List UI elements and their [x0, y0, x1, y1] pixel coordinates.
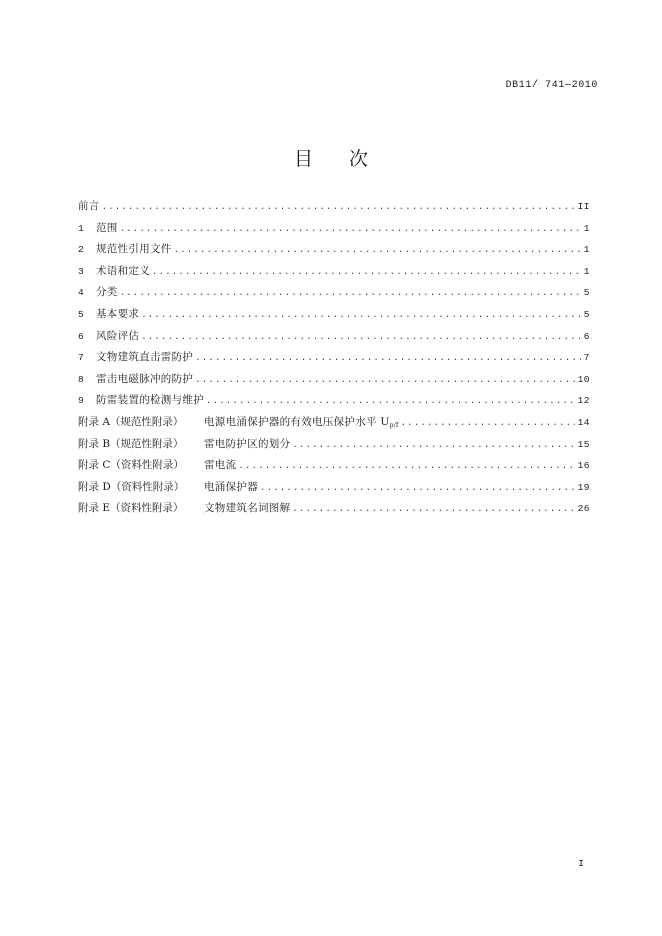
toc-entry-appendix-d[interactable]	[78, 479, 590, 501]
toc-leader-dots	[195, 375, 574, 385]
toc-entry-page: 1	[583, 222, 590, 234]
toc-appendix-prefix: 附录 B（规范性附录）	[78, 437, 184, 450]
toc-title-char-2: 次	[349, 148, 369, 170]
toc-entry-page: 19	[577, 481, 590, 493]
toc-appendix-prefix: 附录 C（资料性附录）	[78, 459, 184, 472]
toc-leader-dots	[174, 245, 581, 255]
toc-entry-section-5[interactable]	[78, 306, 590, 328]
toc-entry-section-6[interactable]	[78, 328, 590, 350]
toc-title-char-1: 目	[293, 148, 313, 170]
toc-entry-number: 4	[78, 287, 84, 299]
toc-leader-dots	[102, 202, 575, 212]
toc-appendix-prefix: 附录 E（资料性附录）	[78, 502, 184, 515]
toc-entry-page: 26	[577, 503, 590, 515]
toc-leader-dots	[401, 418, 575, 428]
toc-entry-section-1[interactable]	[78, 220, 590, 242]
toc-leader-dots	[195, 353, 581, 363]
toc-entry-page: 7	[583, 352, 590, 364]
toc-entry-page: 15	[577, 438, 590, 450]
toc-entry-number: 5	[78, 308, 84, 320]
toc-leader-dots	[238, 461, 574, 471]
toc-entry-appendix-b[interactable]	[78, 436, 590, 458]
toc-leader-dots	[141, 332, 581, 342]
toc-entry-label	[204, 414, 399, 429]
toc-entry-label: 范围	[96, 221, 118, 234]
toc-leader-dots	[206, 396, 575, 406]
toc-entry-label: 雷电防护区的划分	[204, 437, 291, 450]
toc-entry-number: 2	[78, 244, 84, 256]
toc-entry-label: 防雷装置的检测与维护	[96, 394, 204, 407]
toc-entry-page: 1	[583, 265, 590, 277]
toc-entry-number: 7	[78, 352, 84, 364]
toc-entry-label: 基本要求	[96, 307, 140, 320]
toc-title	[0, 144, 662, 171]
toc-entry-page: II	[577, 201, 590, 212]
toc-entry-page: 10	[577, 373, 590, 385]
toc-entry-page: 16	[577, 460, 590, 472]
toc-entry-label: 规范性引用文件	[96, 243, 172, 256]
toc-entry-number: 1	[78, 222, 84, 234]
toc-leader-dots	[120, 288, 581, 298]
toc-entry-label: 文物建筑直击雷防护	[96, 351, 194, 364]
toc-entry-number: 6	[78, 330, 84, 342]
toc-leader-dots	[141, 310, 581, 320]
toc-leader-dots	[120, 224, 581, 234]
toc-appendix-prefix: 附录 A（规范性附录）	[78, 415, 184, 428]
table-of-contents	[78, 198, 590, 522]
toc-entry-number: 9	[78, 395, 84, 407]
toc-entry-section-3[interactable]	[78, 263, 590, 285]
toc-entry-label: 雷击电磁脉冲的防护	[96, 372, 194, 385]
toc-entry-appendix-a[interactable]	[78, 414, 590, 436]
toc-entry-label: 文物建筑名词图解	[204, 502, 291, 515]
document-code: DB11/ 741—2010	[505, 80, 598, 91]
toc-entry-section-2[interactable]	[78, 241, 590, 263]
toc-entry-page: 5	[583, 308, 590, 320]
toc-leader-dots	[260, 483, 575, 493]
toc-entry-label-text: 电源电涌保护器的有效电压保护水平 U	[204, 415, 390, 428]
toc-entry-section-7[interactable]	[78, 349, 590, 371]
toc-entry-number: 8	[78, 373, 84, 385]
toc-entry-preface[interactable]	[78, 198, 590, 220]
toc-entry-page: 12	[577, 395, 590, 407]
toc-entry-appendix-e[interactable]	[78, 500, 590, 522]
toc-entry-section-4[interactable]	[78, 284, 590, 306]
page-number: I	[578, 858, 584, 869]
toc-leader-dots	[292, 440, 574, 450]
toc-entry-section-9[interactable]	[78, 392, 590, 414]
toc-entry-appendix-c[interactable]	[78, 457, 590, 479]
toc-entry-label: 电涌保护器	[204, 480, 258, 493]
toc-appendix-prefix: 附录 D（资料性附录）	[78, 480, 185, 493]
toc-entry-page: 1	[583, 244, 590, 256]
toc-entry-number: 3	[78, 265, 84, 277]
toc-entry-page: 14	[577, 416, 590, 428]
toc-leader-dots	[292, 504, 574, 514]
toc-entry-label: 前言	[78, 200, 100, 212]
toc-entry-page: 5	[583, 287, 590, 299]
toc-entry-label-subscript: p/f	[389, 421, 399, 429]
toc-entry-page: 6	[583, 330, 590, 342]
toc-entry-label: 风险评估	[96, 329, 140, 342]
toc-leader-dots	[152, 267, 581, 277]
toc-entry-label: 分类	[96, 286, 118, 299]
toc-entry-label: 术语和定义	[96, 264, 150, 277]
toc-entry-section-8[interactable]	[78, 371, 590, 393]
toc-entry-label: 雷电流	[204, 459, 237, 472]
